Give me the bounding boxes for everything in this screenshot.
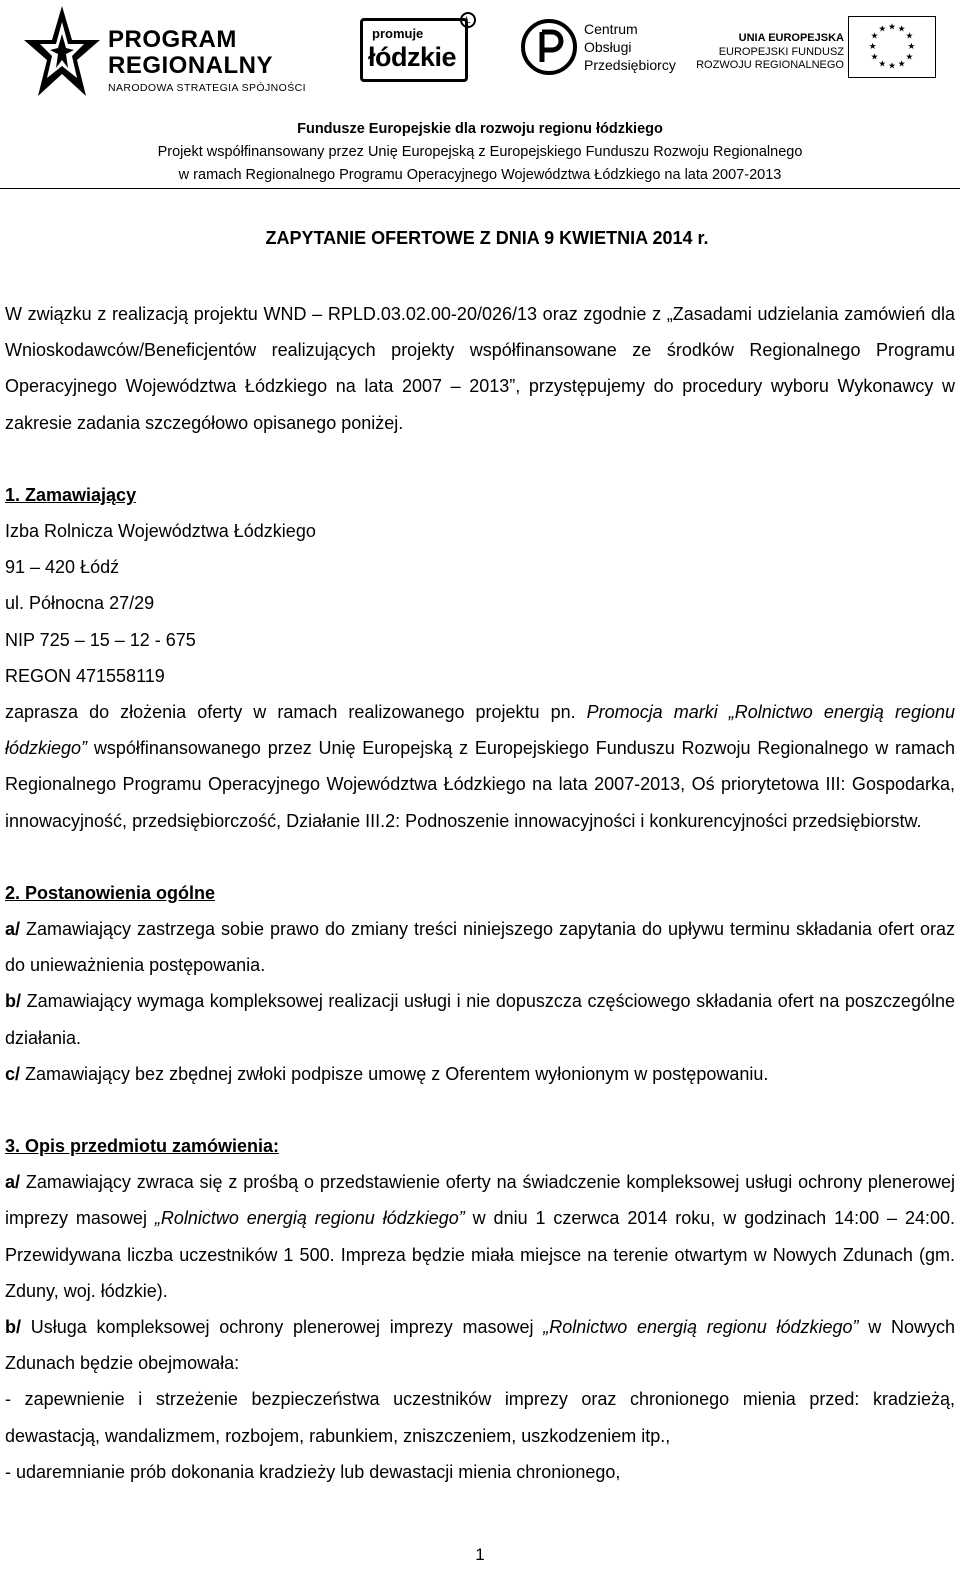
contracting-regon: REGON 471558119	[5, 665, 165, 686]
funding-line-2: Projekt współfinansowany przez Unię Europejską z Europejskiego Funduszu Rozwoju Regionalnego	[157, 144, 803, 160]
svg-text:★: ★	[897, 24, 906, 35]
svg-text:★: ★	[888, 22, 896, 33]
item-label: b/	[5, 1317, 21, 1338]
contracting-nip: NIP 725 – 15 – 12 - 675	[5, 629, 196, 650]
general-provision-a	[5, 911, 955, 983]
cop-circle-icon	[520, 18, 578, 76]
lodzkie-mark-icon: Ł	[460, 12, 476, 28]
ue-logo-line3: ROZWOJU REGIONALNEGO	[696, 59, 844, 71]
item-text: Zamawiający bez zbędnej zwłoki podpisze umowę z Oferentem wyłonionym w postępowaniu.	[20, 1063, 769, 1084]
scope-bullet: - udaremnianie prób dokonania kradzieży lub dewastacji mienia chronionego,	[5, 1461, 621, 1482]
centrum-obslugi-logo	[520, 16, 700, 80]
section2-heading: 2. Postanowienia ogólne	[5, 882, 216, 903]
header-divider	[0, 188, 960, 189]
document-body	[5, 296, 955, 1490]
eu-flag-icon	[848, 16, 936, 78]
event-name: „Rolnictwo energią regionu łódzkiego”	[154, 1208, 465, 1229]
cop-logo-line3: Przedsiębiorcy	[584, 57, 676, 73]
page-number: 1	[475, 1545, 485, 1564]
svg-text:★: ★	[878, 24, 887, 35]
subject-a-text2: w dniu 1 czerwca 2014 roku, w godzinach 14:00 – 24:00. Przewidywana liczba uczestników 1 500. Impreza będzie miała miejsce na terenie otwartym w Nowych Zdunach (gm. Zduny, woj. łódzkie).	[5, 1208, 955, 1301]
svg-text:★: ★	[870, 31, 879, 42]
invitation-suffix: współfinansowanego przez Unię Europejską z Europejskiego Funduszu Rozwoju Regionalnego w ramach Regionalnego Programu Operacyjnego Województwa Łódzkiego na lata 2007-2013, Oś priorytetowa III: Gospodarka, innowacyjność, przedsiębiorczość, Działanie III.2: Podnoszenie innowacyjności i konkurencyjności przedsiębiorstw.	[5, 738, 955, 831]
item-text: Zamawiający wymaga kompleksowej realizacji usługi i nie dopuszcza częściowego składania ofert na poszczególne działania.	[5, 991, 955, 1048]
item-label: b/	[5, 991, 21, 1012]
svg-text:★: ★	[897, 59, 906, 70]
svg-text:★: ★	[878, 59, 887, 70]
promuje-lodzkie-logo	[360, 12, 478, 82]
document-title: ZAPYTANIE OFERTOWE Z DNIA 9 KWIETNIA 2014 r.	[265, 228, 709, 248]
contracting-name: Izba Rolnicza Województwa Łódzkiego	[5, 521, 316, 542]
project-name: Promocja marki „Rolnictwo energią regionu łódzkiego”	[5, 702, 955, 759]
item-label: c/	[5, 1063, 21, 1084]
svg-text:★: ★	[870, 52, 879, 63]
contracting-street: ul. Północna 27/29	[5, 593, 155, 614]
contracting-postal: 91 – 420 Łódź	[5, 557, 120, 578]
ue-logo-line2: EUROPEJSKI FUNDUSZ	[718, 46, 844, 58]
funding-line-1: Fundusze Europejskie dla rozwoju regionu łódzkiego	[297, 121, 663, 137]
general-provision-c	[5, 1056, 955, 1092]
general-provision-b	[5, 983, 955, 1055]
lodzkie-logo-top: promuje	[372, 26, 424, 41]
cop-logo-line2: Obsługi	[584, 39, 632, 55]
item-text: Zamawiający zastrzega sobie prawo do zmiany treści niniejszego zapytania do upływu terminu składania ofert oraz do unieważnienia postępowania.	[5, 919, 955, 976]
subject-b-text1: Usługa kompleksowej ochrony plenerowej imprezy masowej	[21, 1317, 544, 1338]
svg-text:★: ★	[868, 41, 877, 52]
spacer	[5, 1092, 955, 1128]
program-logo-line1: PROGRAM	[108, 26, 237, 53]
section1-heading: 1. Zamawiający	[5, 484, 137, 505]
svg-text:★: ★	[888, 61, 896, 72]
program-logo-line3: NARODOWA STRATEGIA SPÓJNOŚCI	[108, 82, 306, 94]
svg-text:★: ★	[907, 41, 916, 52]
svg-text:★: ★	[905, 52, 914, 63]
invitation-prefix: zaprasza do złożenia oferty w ramach realizowanego projektu pn.	[5, 702, 587, 723]
section3-heading: 3. Opis przedmiotu zamówienia:	[5, 1136, 280, 1157]
invitation-paragraph	[5, 694, 955, 839]
cop-logo-line1: Centrum	[584, 21, 638, 37]
item-label: a/	[5, 1172, 21, 1193]
header-logos	[0, 0, 960, 110]
spacer	[5, 839, 955, 875]
event-name: „Rolnictwo energią regionu łódzkiego”	[543, 1317, 859, 1338]
svg-text:★: ★	[905, 31, 914, 42]
funding-line-3: w ramach Regionalnego Programu Operacyjnego Województwa Łódzkiego na lata 2007-2013	[178, 167, 782, 183]
subject-b-text2: w Nowych Zdunach będzie obejmowała:	[5, 1317, 955, 1374]
item-label: a/	[5, 919, 21, 940]
unia-europejska-logo	[696, 16, 938, 82]
ue-logo-line1: UNIA EUROPEJSKA	[738, 32, 844, 44]
subject-a-text1: Zamawiający zwraca się z prośbą o przedstawienie oferty na świadczenie kompleksowej usługi ochrony plenerowej imprezy masowej	[5, 1172, 955, 1229]
spacer	[5, 441, 955, 477]
funding-strip	[0, 118, 960, 187]
program-logo-line2: REGIONALNY	[108, 52, 274, 79]
lodzkie-logo-main: łódzkie	[368, 42, 457, 72]
scope-bullet: - zapewnienie i strzeżenie bezpieczeństwa uczestników imprezy oraz chronionego mienia przed: kradzieżą, dewastacją, wandalizmem, rozbojem, rabunkiem, zniszczeniem, uszkodzeniem itp.,	[5, 1389, 955, 1446]
star-logo-icon	[22, 4, 102, 100]
program-regionalny-logo	[22, 4, 322, 104]
subject-paragraph-b	[5, 1309, 955, 1381]
subject-paragraph-a	[5, 1164, 955, 1309]
intro-paragraph: W związku z realizacją projektu WND – RPLD.03.02.00-20/026/13 oraz zgodnie z „Zasadami udzielania zamówień dla Wnioskodawców/Beneficjentów realizujących projekty współfinansowane ze środków Regionalnego Programu Operacyjnego Województwa Łódzkiego na lata 2007 – 2013”, przystępujemy do procedury wyboru Wykonawcy w zakresie zadania szczegółowo opisanego poniżej.	[5, 304, 955, 433]
